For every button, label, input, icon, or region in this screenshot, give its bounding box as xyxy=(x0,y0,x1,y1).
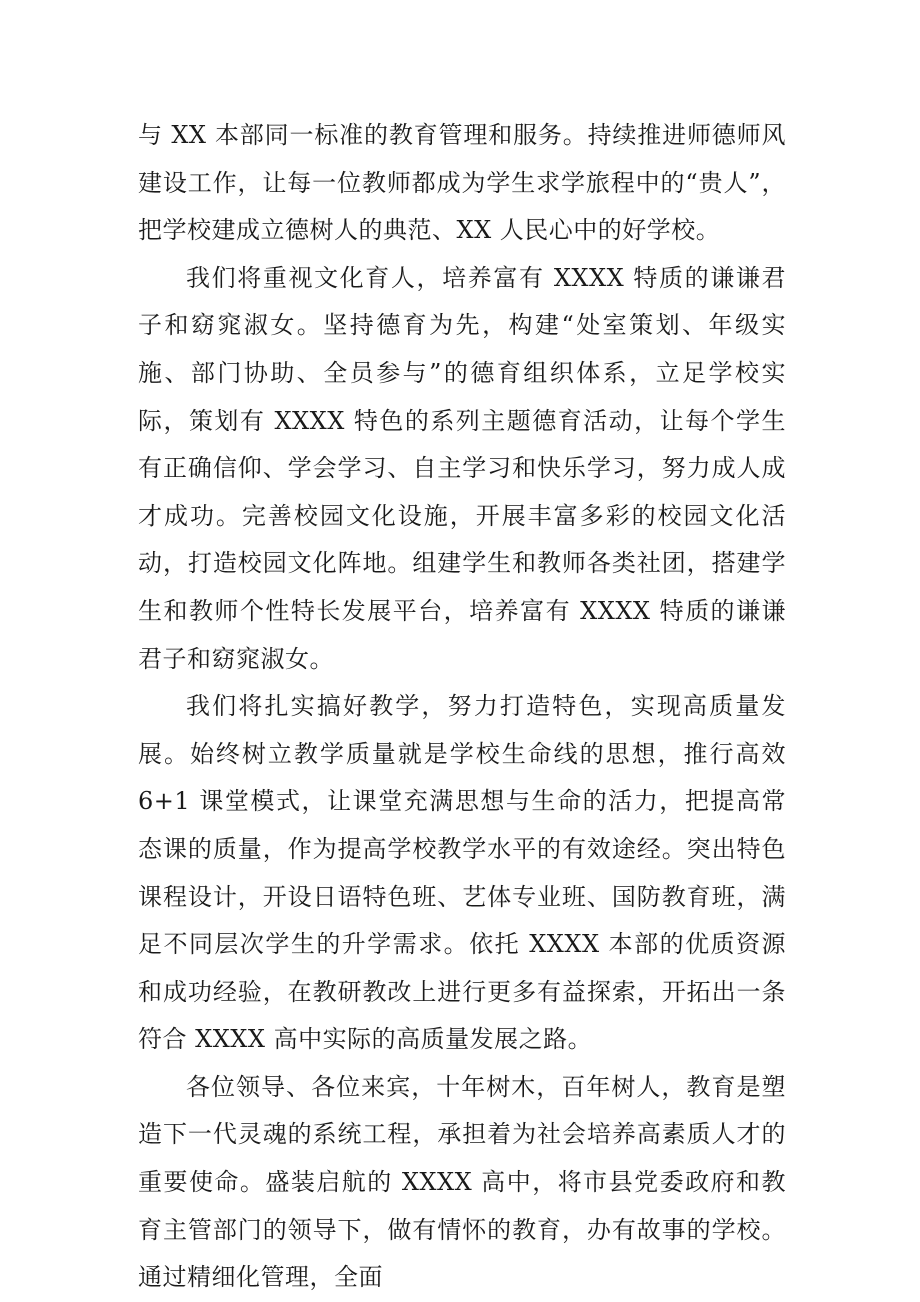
paragraph-closing-address: 各位领导、各位来宾，十年树木，百年树人，教育是塑造下一代灵魂的系统工程，承担着为社会培养高素质人才的重要使命。盛装启航的 XXXX 高中，将市县党委政府和教育主管部门的领导下，做有情怀的教育，办有故事的学校。通过精细化管理，全面 xyxy=(138,1072,786,1292)
paragraph-continuation: 与 XX 本部同一标准的教育管理和服务。持续推进师德师风建设工作，让每一位教师都成为学生求学旅程中的“贵人”，把学校建成立德树人的典范、XX 人民心中的好学校。 xyxy=(138,121,786,245)
paragraph-culture-education: 我们将重视文化育人，培养富有 XXXX 特质的谦谦君子和窈窕淑女。坚持德育为先，构建“处室策划、年级实施、部门协助、全员参与”的德育组织体系，立足学校实际，策划有 XXXX 特色的系列主题德育活动，让每个学生有正确信仰、学会学习、自主学习和快乐学习，努力成人成才成功。完善校园文化设施，开展丰富多彩的校园文化活动，打造校园文化阵地。组建学生和教师各类社团，搭建学生和教师个性特长发展平台，培养富有 XXXX 特质的谦谦君子和窈窕淑女。 xyxy=(138,263,786,673)
document-body xyxy=(138,112,786,1302)
paragraph-teaching-quality: 我们将扎实搞好教学，努力打造特色，实现高质量发展。始终树立教学质量就是学校生命线的思想，推行高效 6+1 课堂模式，让课堂充满思想与生命的活力，把提高常态课的质量，作为提高学校教学水平的有效途经。突出特色课程设计，开设日语特色班、艺体专业班、国防教育班，满足不同层次学生的升学需求。依托 XXXX 本部的优质资源和成功经验，在教研教改上进行更多有益探索，开拓出一条符合 XXXX 高中实际的高质量发展之路。 xyxy=(138,692,786,1054)
